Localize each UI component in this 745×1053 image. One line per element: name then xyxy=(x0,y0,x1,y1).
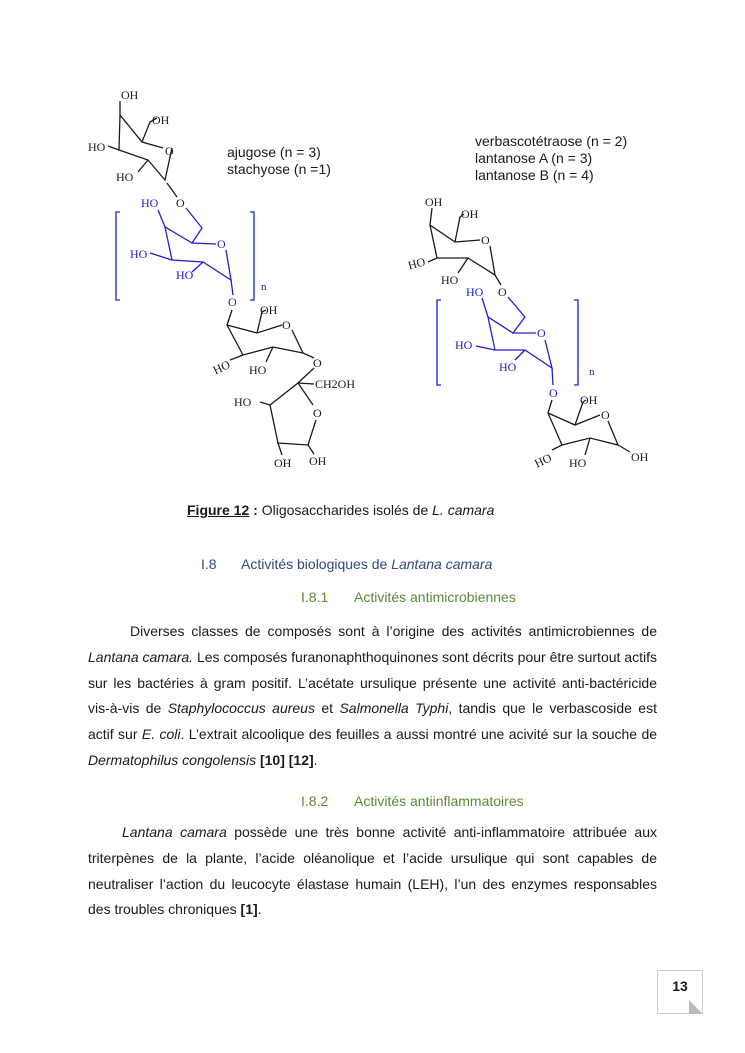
ch2oh-label: CH2OH xyxy=(315,377,356,391)
repeat-n: n xyxy=(589,366,595,378)
subsection-heading xyxy=(301,793,524,809)
ho-label: HO xyxy=(249,363,267,377)
caption-species: L. camara xyxy=(432,502,495,518)
subsection-heading xyxy=(301,589,516,605)
caption-separator: : xyxy=(249,502,262,518)
ho-label: HO xyxy=(441,273,459,287)
reference: [10] [12] xyxy=(259,751,314,768)
ho-label: HO xyxy=(88,140,106,154)
compound-name: lantanose A (n = 3) xyxy=(475,150,593,166)
page-curl-icon xyxy=(689,1000,703,1014)
ring-oxygen: O xyxy=(313,406,322,420)
text: , tandis que le verbascoside est actif sur xyxy=(88,700,657,743)
ring-oxygen: O xyxy=(282,318,291,332)
oh-label: OH xyxy=(274,456,292,470)
species: Dermatophilus congolensis xyxy=(88,751,257,768)
ring-oxygen: O xyxy=(601,408,610,422)
compound-name: verbascotétraose (n = 2) xyxy=(475,133,628,149)
subsection-title: Activités antiinflammatoires xyxy=(354,793,524,809)
ho-label: HO xyxy=(466,285,484,299)
page-number-box xyxy=(657,970,703,1014)
species: Lantana camara xyxy=(122,824,227,840)
ring-oxygen: O xyxy=(217,237,226,251)
oh-label: OH xyxy=(425,195,443,209)
compound-name: ajugose (n = 3) xyxy=(227,144,321,160)
caption-text: Oligosaccharides isolés de xyxy=(261,502,433,518)
paragraph-antimicrobial xyxy=(88,619,657,774)
compound-name: lantanose B (n = 4) xyxy=(475,167,594,183)
ho-label: HO xyxy=(455,338,473,352)
ring-oxygen: O xyxy=(481,233,490,247)
ho-label: HO xyxy=(176,268,194,282)
figure-caption xyxy=(187,502,494,518)
repeat-n: n xyxy=(261,281,267,293)
ring-oxygen: O xyxy=(537,326,546,340)
ho-label: HO xyxy=(210,357,233,378)
ho-label: HO xyxy=(130,247,148,261)
oligosaccharide-figure xyxy=(0,0,745,480)
page-number: 13 xyxy=(672,978,688,994)
oh-label: OH xyxy=(580,393,598,407)
glycosidic-oxygen: O xyxy=(498,285,507,299)
text: et xyxy=(314,700,340,717)
ho-label: HO xyxy=(406,254,427,273)
text: Les composés furanonaphthoquinones sont décrits pour être surtout actifs sur les bactéries à gram positif. L’acétate ursulique présente une activité anti-bactéricide vis-à-vis de xyxy=(88,648,657,717)
right-structure-black-bonds xyxy=(428,208,630,455)
subsection-number: I.8.1 xyxy=(301,589,329,605)
text: . xyxy=(313,751,318,768)
species: Lantana camara. xyxy=(88,648,194,665)
ho-label: HO xyxy=(234,395,252,409)
ho-label: HO xyxy=(116,170,134,184)
paragraph-antiinflammatory xyxy=(88,820,657,923)
ho-label: HO xyxy=(532,450,554,471)
species: E. coli xyxy=(141,726,181,743)
section-heading xyxy=(201,556,492,572)
figure-label: Figure 12 xyxy=(187,502,250,518)
oh-label: OH xyxy=(631,450,649,464)
ho-label: HO xyxy=(569,456,587,470)
reference: [1] xyxy=(240,901,258,918)
text: Diverses classes de composés sont à l’origine des activités antimicrobiennes de xyxy=(130,623,657,639)
ring-oxygen: O xyxy=(165,144,174,158)
compound-name: stachyose (n =1) xyxy=(227,161,331,177)
section-title: Activités biologiques de xyxy=(241,556,392,572)
oh-label: OH xyxy=(260,303,278,317)
species: Staphylococcus aureus xyxy=(167,700,315,717)
oh-label: OH xyxy=(461,207,479,221)
glycosidic-oxygen: O xyxy=(176,196,185,210)
species: Salmonella Typhi xyxy=(339,700,449,717)
text: . L’extrait alcoolique des feuilles a aussi montré une acivité sur la souche de xyxy=(180,726,658,743)
oh-label: OH xyxy=(121,88,139,102)
glycosidic-oxygen: O xyxy=(313,356,322,370)
ho-label: HO xyxy=(499,360,517,374)
ho-label: HO xyxy=(141,196,159,210)
section-title-species: Lantana camara xyxy=(391,556,493,572)
text: . xyxy=(257,901,262,918)
section-number: I.8 xyxy=(201,556,217,572)
glycosidic-oxygen: O xyxy=(228,295,237,309)
oh-label: OH xyxy=(309,454,327,468)
oh-label: OH xyxy=(152,113,170,127)
subsection-number: I.8.2 xyxy=(301,793,329,809)
text: possède une très bonne activité anti-inflammatoire attribuée aux triterpènes de la plante, l’acide oléanolique et l’acide ursulique qui sont capables de neutraliser l’action du leucocyte élastase humain (LEH), l’un des enzymes responsables des troubles chroniques xyxy=(88,824,657,918)
glycosidic-oxygen: O xyxy=(549,386,558,400)
subsection-title: Activités antimicrobiennes xyxy=(354,589,516,605)
